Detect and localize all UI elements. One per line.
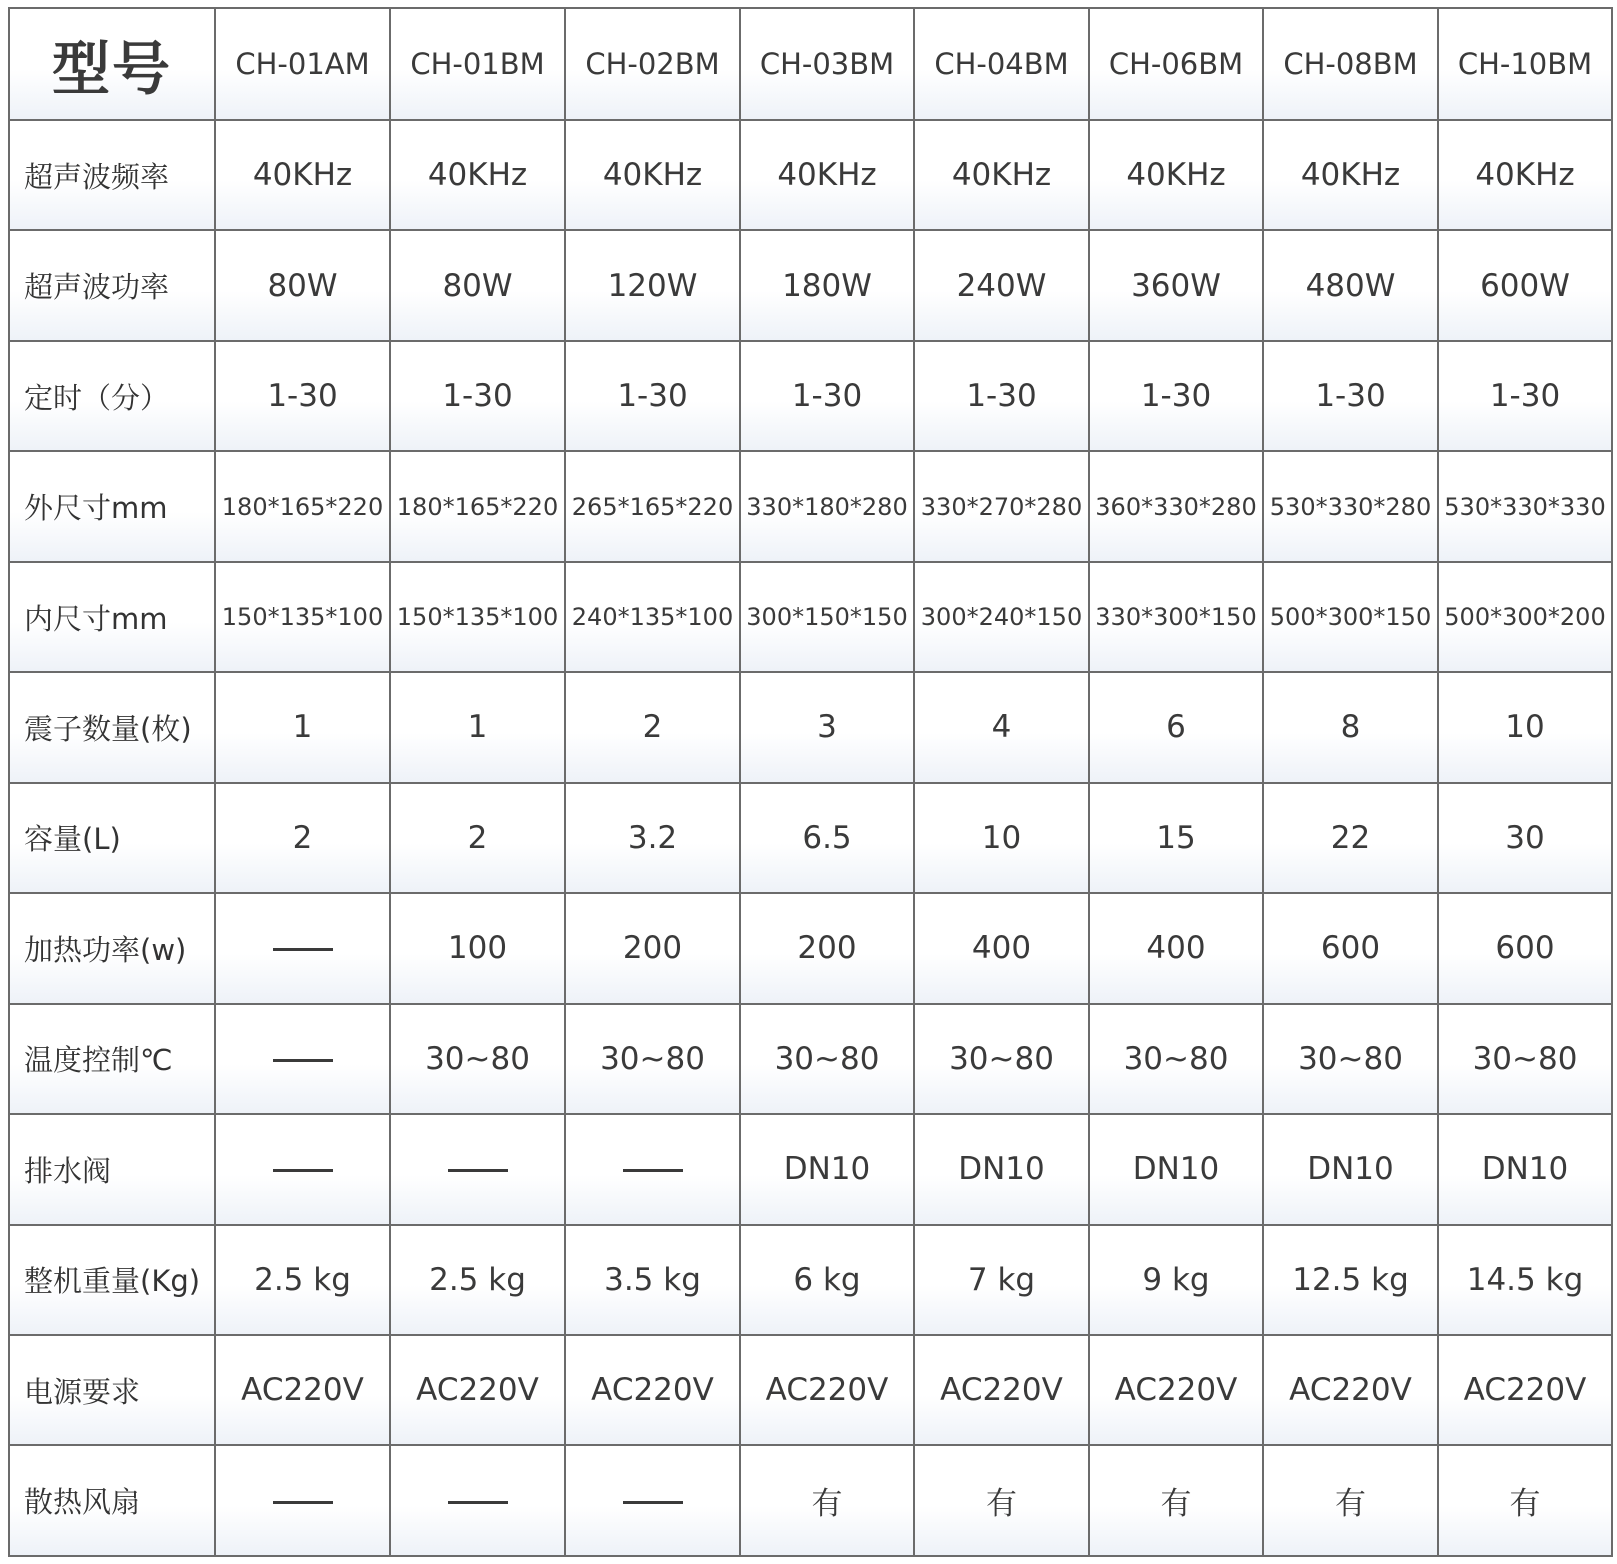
spec-value: 200 xyxy=(740,893,914,1003)
spec-value: 500*300*200 xyxy=(1438,562,1612,672)
spec-value: AC220V xyxy=(1438,1335,1612,1445)
spec-value: 600 xyxy=(1263,893,1438,1003)
spec-value xyxy=(565,1445,740,1556)
spec-value: 3.5 kg xyxy=(565,1225,740,1335)
spec-value: 530*330*330 xyxy=(1438,451,1612,561)
spec-value: 180*165*220 xyxy=(215,451,390,561)
spec-value: 2 xyxy=(565,672,740,782)
spec-value: 8 xyxy=(1263,672,1438,782)
spec-value: AC220V xyxy=(565,1335,740,1445)
spec-value: 360W xyxy=(1089,230,1263,340)
spec-value: 120W xyxy=(565,230,740,340)
table-row-freq xyxy=(9,120,1612,230)
spec-value: 12.5 kg xyxy=(1263,1225,1438,1335)
spec-value: AC220V xyxy=(215,1335,390,1445)
spec-value: 40KHz xyxy=(390,120,565,230)
spec-value: 40KHz xyxy=(565,120,740,230)
spec-value: 6 xyxy=(1089,672,1263,782)
row-label-capacity: 容量(L) xyxy=(9,783,215,893)
spec-value: 240W xyxy=(914,230,1089,340)
spec-value: 100 xyxy=(390,893,565,1003)
spec-value: 有 xyxy=(1438,1445,1612,1556)
spec-value xyxy=(215,1114,390,1224)
model-header: CH-04BM xyxy=(914,8,1089,120)
spec-value: 2.5 kg xyxy=(390,1225,565,1335)
spec-value xyxy=(215,893,390,1003)
not-applicable-dash xyxy=(448,1169,508,1172)
spec-value: 9 kg xyxy=(1089,1225,1263,1335)
table-row-inner xyxy=(9,562,1612,672)
spec-value: 300*150*150 xyxy=(740,562,914,672)
spec-value: 40KHz xyxy=(914,120,1089,230)
spec-value: 40KHz xyxy=(740,120,914,230)
table-row-heating xyxy=(9,893,1612,1003)
spec-value xyxy=(390,1445,565,1556)
header-row xyxy=(9,8,1612,120)
spec-value: 40KHz xyxy=(1089,120,1263,230)
spec-value: DN10 xyxy=(1263,1114,1438,1224)
spec-value: 1-30 xyxy=(565,341,740,451)
spec-value: 1-30 xyxy=(1263,341,1438,451)
spec-value xyxy=(215,1004,390,1114)
spec-value: 150*135*100 xyxy=(215,562,390,672)
model-header: CH-01AM xyxy=(215,8,390,120)
model-header: CH-01BM xyxy=(390,8,565,120)
row-label-supply: 电源要求 xyxy=(9,1335,215,1445)
table-row-fan xyxy=(9,1445,1612,1556)
spec-value: 400 xyxy=(914,893,1089,1003)
spec-value: 有 xyxy=(1263,1445,1438,1556)
spec-value: 1 xyxy=(215,672,390,782)
not-applicable-dash xyxy=(623,1501,683,1504)
spec-value xyxy=(565,1114,740,1224)
spec-value: 600W xyxy=(1438,230,1612,340)
spec-value: 30~80 xyxy=(740,1004,914,1114)
spec-value: 330*180*280 xyxy=(740,451,914,561)
spec-value: 7 kg xyxy=(914,1225,1089,1335)
spec-value: 400 xyxy=(1089,893,1263,1003)
spec-value xyxy=(215,1445,390,1556)
spec-value: AC220V xyxy=(1089,1335,1263,1445)
spec-value: 480W xyxy=(1263,230,1438,340)
spec-value: 10 xyxy=(1438,672,1612,782)
spec-value: DN10 xyxy=(1089,1114,1263,1224)
spec-value: AC220V xyxy=(390,1335,565,1445)
spec-value: AC220V xyxy=(914,1335,1089,1445)
spec-value: 2 xyxy=(215,783,390,893)
row-label-outer: 外尺寸mm xyxy=(9,451,215,561)
row-label-heating: 加热功率(w) xyxy=(9,893,215,1003)
spec-value: 30~80 xyxy=(565,1004,740,1114)
table-row-outer xyxy=(9,451,1612,561)
spec-value: 10 xyxy=(914,783,1089,893)
row-label-freq: 超声波频率 xyxy=(9,120,215,230)
spec-value: 600 xyxy=(1438,893,1612,1003)
row-label-power: 超声波功率 xyxy=(9,230,215,340)
spec-value: 200 xyxy=(565,893,740,1003)
spec-value: DN10 xyxy=(740,1114,914,1224)
spec-value: 14.5 kg xyxy=(1438,1225,1612,1335)
spec-value: 80W xyxy=(390,230,565,340)
spec-value: 有 xyxy=(914,1445,1089,1556)
spec-value: 360*330*280 xyxy=(1089,451,1263,561)
row-label-timer: 定时（分） xyxy=(9,341,215,451)
spec-value: 40KHz xyxy=(215,120,390,230)
spec-value: 30~80 xyxy=(1089,1004,1263,1114)
table-row-weight xyxy=(9,1225,1612,1335)
not-applicable-dash xyxy=(448,1501,508,1504)
spec-value: 1-30 xyxy=(914,341,1089,451)
spec-value: 150*135*100 xyxy=(390,562,565,672)
spec-value: 30~80 xyxy=(1438,1004,1612,1114)
spec-body xyxy=(9,120,1612,1556)
spec-value: 500*300*150 xyxy=(1263,562,1438,672)
spec-value: 2.5 kg xyxy=(215,1225,390,1335)
table-row-transducers xyxy=(9,672,1612,782)
row-label-weight: 整机重量(Kg) xyxy=(9,1225,215,1335)
model-header: CH-10BM xyxy=(1438,8,1612,120)
spec-value: 1-30 xyxy=(1438,341,1612,451)
row-label-temp: 温度控制℃ xyxy=(9,1004,215,1114)
row-label-transducers: 震子数量(枚) xyxy=(9,672,215,782)
spec-value: 3.2 xyxy=(565,783,740,893)
row-label-fan: 散热风扇 xyxy=(9,1445,215,1556)
spec-value: 有 xyxy=(1089,1445,1263,1556)
spec-value: 1-30 xyxy=(740,341,914,451)
not-applicable-dash xyxy=(623,1169,683,1172)
spec-value: 30~80 xyxy=(390,1004,565,1114)
spec-value: 6.5 xyxy=(740,783,914,893)
row-label-drain: 排水阀 xyxy=(9,1114,215,1224)
spec-value: 30 xyxy=(1438,783,1612,893)
spec-value: 240*135*100 xyxy=(565,562,740,672)
spec-value: 1 xyxy=(390,672,565,782)
spec-value: 40KHz xyxy=(1438,120,1612,230)
spec-value: 1-30 xyxy=(215,341,390,451)
not-applicable-dash xyxy=(273,1059,333,1062)
table-row-capacity xyxy=(9,783,1612,893)
spec-value: 1-30 xyxy=(1089,341,1263,451)
spec-value: 30~80 xyxy=(914,1004,1089,1114)
table-row-drain xyxy=(9,1114,1612,1224)
spec-value: 30~80 xyxy=(1263,1004,1438,1114)
spec-value: DN10 xyxy=(914,1114,1089,1224)
spec-value: 265*165*220 xyxy=(565,451,740,561)
model-header: CH-08BM xyxy=(1263,8,1438,120)
spec-value: 330*300*150 xyxy=(1089,562,1263,672)
spec-value: 2 xyxy=(390,783,565,893)
spec-table xyxy=(8,7,1613,1557)
spec-value xyxy=(390,1114,565,1224)
spec-value: 3 xyxy=(740,672,914,782)
spec-value: 6 kg xyxy=(740,1225,914,1335)
table-row-supply xyxy=(9,1335,1612,1445)
model-header: CH-02BM xyxy=(565,8,740,120)
spec-value: AC220V xyxy=(1263,1335,1438,1445)
table-row-power xyxy=(9,230,1612,340)
spec-value: 530*330*280 xyxy=(1263,451,1438,561)
spec-value: 180*165*220 xyxy=(390,451,565,561)
spec-value: 300*240*150 xyxy=(914,562,1089,672)
not-applicable-dash xyxy=(273,948,333,951)
not-applicable-dash xyxy=(273,1169,333,1172)
spec-value: AC220V xyxy=(740,1335,914,1445)
row-label-inner: 内尺寸mm xyxy=(9,562,215,672)
spec-value: 4 xyxy=(914,672,1089,782)
spec-value: 40KHz xyxy=(1263,120,1438,230)
table-row-timer xyxy=(9,341,1612,451)
spec-value: 有 xyxy=(740,1445,914,1556)
model-header: CH-06BM xyxy=(1089,8,1263,120)
spec-value: 1-30 xyxy=(390,341,565,451)
spec-value: 22 xyxy=(1263,783,1438,893)
spec-value: 330*270*280 xyxy=(914,451,1089,561)
not-applicable-dash xyxy=(273,1501,333,1504)
table-title: 型号 xyxy=(9,8,215,120)
spec-value: DN10 xyxy=(1438,1114,1612,1224)
spec-value: 180W xyxy=(740,230,914,340)
spec-value: 80W xyxy=(215,230,390,340)
spec-value: 15 xyxy=(1089,783,1263,893)
table-row-temp xyxy=(9,1004,1612,1114)
model-header: CH-03BM xyxy=(740,8,914,120)
